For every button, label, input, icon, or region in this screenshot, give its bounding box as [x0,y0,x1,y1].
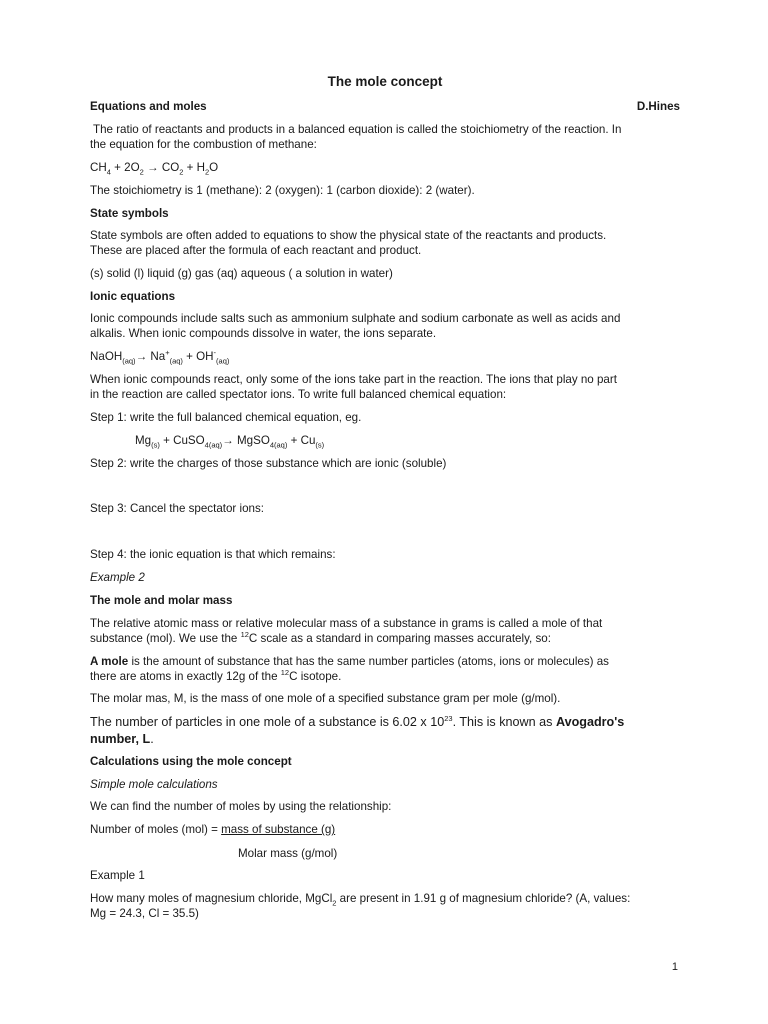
paragraph-mole-definition-line2: there are atoms in exactly 12g of the $^{12}$C isotope. [90,668,342,683]
equation-methane-combustion: $CH_4 + 2O_2 \to CO_2 + H_2O$ [90,161,219,177]
stoichiometry-ratio: The stoichiometry is 1 (methane): 2 (oxygen): 1 (carbon dioxide): 2 (water). [90,184,475,197]
step-2: Step 2: write the charges of those substance which are ionic (soluble) [90,457,447,470]
question-line2: Mg = 24.3, Cl = 35.5) [90,907,199,920]
step-4: Step 4: the ionic equation is that which remains: [90,548,336,561]
heading-state-symbols: State symbols [90,207,169,220]
formula-numerator-line: Number of moles (mol) = mass of substance (g) [90,823,336,836]
paragraph-ionic-line2: alkalis. When ionic compounds dissolve in water, the ions separate. [90,327,437,340]
example-1-label: Example 1 [90,869,145,882]
paragraph-molar-mass: The molar mas, M, is the mass of one mole of a specified substance gram per mole (g/mol). [90,692,561,705]
question-line1: How many moles of magnesium chloride, MgCl$_2$ are present in 1.91 g of magnesium chloride? (A, values: [90,892,631,908]
page-title: The mole concept [327,74,443,89]
paragraph-spectator-line2: in the reaction are called spectator ions. To write full balanced chemical equation: [90,388,507,401]
paragraph-state-symbols-line1: State symbols are often added to equations to show the physical state of the reactants and products. [90,229,607,242]
heading-equations-and-moles: Equations and moles [90,100,207,113]
state-symbols-list: (s) solid (l) liquid (g) gas (aq) aqueous ( a solution in water) [90,267,393,280]
heading-calculations: Calculations using the mole concept [90,755,292,768]
example-2-label: Example 2 [90,571,145,584]
paragraph-relative-mass-line1: The relative atomic mass or relative molecular mass of a substance in grams is called a mole of that [90,617,603,630]
subheading-simple-mole-calculations: Simple mole calculations [90,778,218,791]
paragraph-spectator-line1: When ionic compounds react, only some of the ions take part in the reaction. The ions that play no part [90,373,617,386]
paragraph-state-symbols-line2: These are placed after the formula of each reactant and product. [90,244,422,257]
paragraph-avogadro-line2: number, L. [90,732,154,746]
heading-mole-and-molar-mass: The mole and molar mass [90,594,233,607]
paragraph-stoichiometry-line1: The ratio of reactants and products in a balanced equation is called the stoichiometry of the reaction. In [93,123,622,136]
heading-ionic-equations: Ionic equations [90,290,176,303]
step-1: Step 1: write the full balanced chemical equation, eg. [90,411,362,424]
paragraph-stoichiometry-line2: the equation for the combustion of methane: [90,138,317,151]
equation-naoh-dissociation: NaOH$_{(aq)}$→ $Na^+_{(aq)} + OH^-_{(aq)}$ [90,348,230,366]
paragraph-ionic-line1: Ionic compounds include salts such as ammonium sulphate and sodium carbonate as well as acids and [90,312,621,325]
paragraph-relative-mass-line2: substance (mol). We use the $^{12}$C scale as a standard in comparing masses accurately, so: [90,630,551,645]
paragraph-mole-definition-line1: A mole is the amount of substance that has the same number particles (atoms, ions or molecules) as [90,655,609,668]
formula-denominator: Molar mass (g/mol) [238,847,338,860]
author-name: D.Hines [636,100,680,113]
equation-mg-cuso4: $Mg_{(s)}$ + CuSO$_{4(aq)}$→ MgSO$_{4(aq)}$ + $Cu_{(s)}$ [135,434,325,450]
paragraph-avogadro-line1: The number of particles in one mole of a substance is 6.02 x $10^{23}$. This is known as Avogadro's [90,713,625,729]
page-number: 1 [671,961,678,973]
step-3: Step 3: Cancel the spectator ions: [90,502,265,515]
paragraph-relationship: We can find the number of moles by using the relationship: [90,800,392,813]
